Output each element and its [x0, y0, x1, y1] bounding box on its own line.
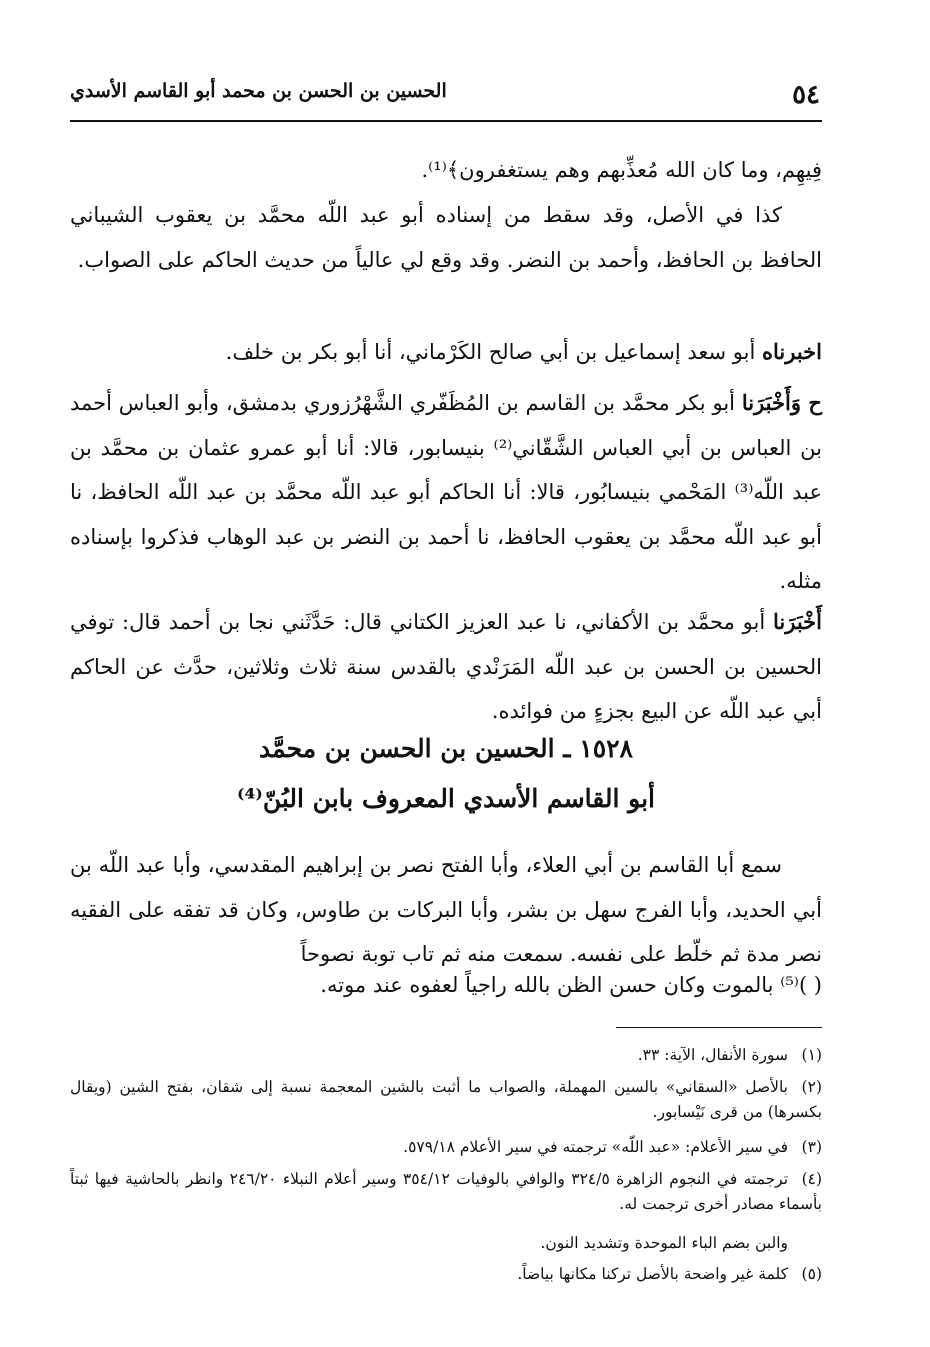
footnote-rule: [616, 1027, 822, 1028]
paragraph-text: أبو محمَّد بن الأكفاني، نا عبد العزيز الكتاني قال: حَدَّثَني نجا بن أحمد قال: توفي الحسين بن الحسن بن عبد اللّه المَرَنْدي بالقدس سنة ثلاث وثلاثين، حدَّث عن الحاكم أبي عبد اللّه عن البيع بجزءٍ من فوائده.: [70, 610, 822, 723]
paragraph-isnad-note: كذا في الأصل، وقد سقط من إسناده أبو عبد اللّه محمَّد بن يعقوب الشيباني الحافظ بن الحافظ، وأحمد بن النضر. وقد وقع لي عالياً من حديث الحاكم على الصواب.: [70, 203, 822, 272]
entry-heading: ١٥٢٨ ـ الحسين بن الحسن بن محمَّد: [259, 734, 633, 763]
paragraph-akhbarana-3: [70, 600, 822, 734]
footnote-text: بالأصل «السقاني» بالسين المهملة، والصواب ما أثبت بالشين المعجمة نسبة إلى شقان، بفتح الشين (ويقال بكسرها) من قرى نَيْسابور.: [70, 1078, 822, 1121]
paragraph-lead: اخبرناه: [762, 339, 822, 364]
footnote-4-continuation: والبن بضم الباء الموحدة وتشديد النون.: [540, 1234, 788, 1252]
footnote-number: (٣): [801, 1138, 822, 1156]
entry-subheading: أبو القاسم الأسدي المعروف بابن البُنّ⁽⁴⁾: [236, 784, 655, 813]
paragraph-text: أبو سعد إسماعيل بن أبي صالح الكَرْماني، أنا أبو بكر بن خلف.: [225, 340, 762, 364]
paragraph-biography: سمع أبا القاسم بن أبي العلاء، وأبا الفتح نصر بن إبراهيم المقدسي، وأبا عبد اللّه بن أبي الحديد، وأبا الفرج سهل بن بشر، وأبا البركات بن طاوس، وكان قد تفقه على الفقيه نصر مدة ثم خلّط على نفسه. سمعت منه ثم تاب توبة نصوحاً: [70, 853, 822, 966]
footnote-text: في سير الأعلام: «عبد اللّه» ترجمته في سير الأعلام ٥٧٩/١٨.: [403, 1138, 788, 1156]
paragraph-biography-end: ( )⁽⁵⁾ بالموت وكان حسن الظن بالله راجياً لعفوه عند موته.: [320, 973, 822, 997]
footnote-number: (٥): [801, 1265, 822, 1283]
header-rule: [70, 120, 822, 122]
paragraph-quran-ending: فِيهِم، وما كان الله مُعذِّبهم وهم يستغفرون﴾⁽¹⁾.: [421, 158, 822, 182]
paragraph-lead: أَخْبَرَنا: [773, 609, 822, 634]
footnote-text: سورة الأنفال، الآية: ٣٣.: [637, 1046, 788, 1064]
running-title: الحسين بن الحسن بن محمد أبو القاسم الأسدي: [70, 80, 447, 102]
footnote-text: كلمة غير واضحة بالأصل تركنا مكانها بياضاً.: [517, 1265, 788, 1283]
paragraph-akhbarana-1: [70, 330, 822, 375]
paragraph-akhbarana-2: [70, 381, 822, 604]
footnote-number: (٢): [801, 1078, 822, 1096]
footnote-number: (٤): [801, 1170, 823, 1188]
footnote-3: [70, 1135, 822, 1160]
paragraph-lead: ح وَأَخْبَرَنا: [741, 390, 822, 415]
footnote-number: (١): [801, 1046, 822, 1064]
footnote-text: ترجمته في النجوم الزاهرة ٣٢٤/٥ والوافي بالوفيات ٣٥٤/١٢ وسير أعلام النبلاء ٢٤٦/٢٠ وانظر بالحاشية فيها ثبتاً بأسماء مصادر أخرى ترجمت له.: [70, 1170, 822, 1213]
footnote-1: [70, 1043, 822, 1068]
footnote-4: [70, 1167, 822, 1217]
footnote-5: [70, 1262, 822, 1287]
paragraph-text: أبو بكر محمَّد بن القاسم بن المُظَفّري الشَّهْرُزوري بدمشق، وأبو العباس أحمد بن العباس بن أبي العباس الشَّقّاني⁽²⁾ بنيسابور، قالا: أنا أبو عمرو عثمان بن محمَّد بن عبد اللّه⁽³⁾ المَحْمي بنيسابُور، قالا: أنا الحاكم أبو عبد اللّه محمَّد بن عبد اللّه الحافظ، نا أبو عبد اللّه محمَّد بن يعقوب الحافظ، نا أحمد بن النضر بن عبد الوهاب فذكروا بإسناده مثله.: [70, 391, 822, 593]
footnote-2: [70, 1075, 822, 1125]
page-number: ٥٤: [792, 80, 820, 110]
